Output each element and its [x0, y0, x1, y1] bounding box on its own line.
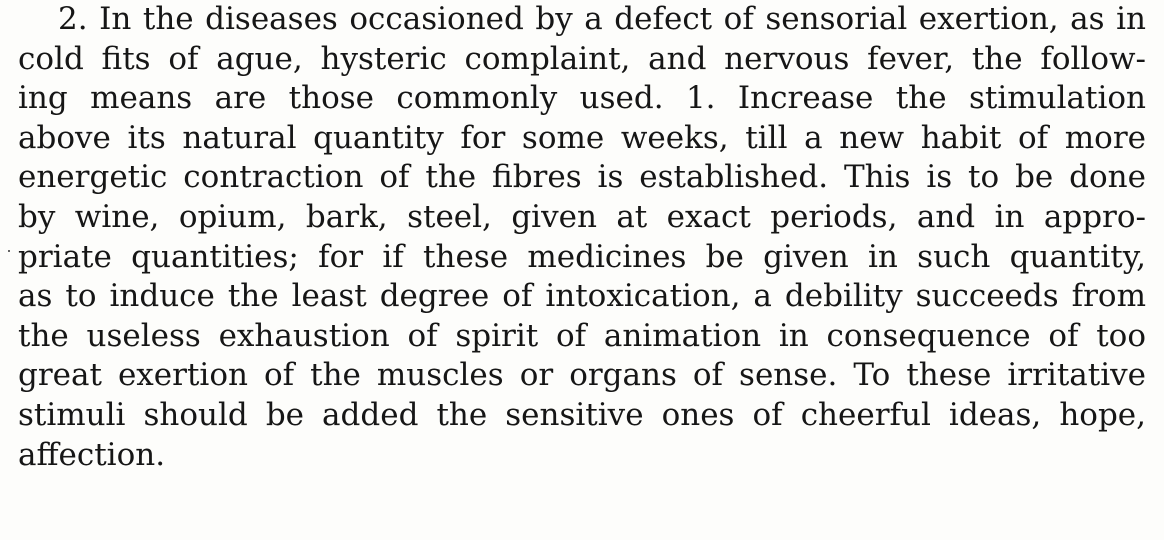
text-line-1: 2. In the diseases occasioned by a defect of sensorial exertion, as in: [58, 1, 1146, 37]
text-line-11: stimuli should be added the sensitive ones of cheerful ideas, hope,: [18, 396, 1146, 433]
text-line-9: the useless exhaustion of spirit of animation in consequence of too: [18, 317, 1146, 354]
text-line-7: priate quantities; for if these medicines be given in such quantity,: [18, 238, 1146, 275]
text-line-10: great exertion of the muscles or organs of sense. To these irritative: [18, 357, 1146, 394]
text-line-4: above its natural quantity for some weeks, till a new habit of more: [18, 119, 1146, 156]
text-line-5: energetic contraction of the fibres is established. This is to be done: [18, 159, 1146, 196]
paragraph-text: [18, 0, 1146, 475]
scan-speck: [8, 250, 10, 252]
text-line-3: ing means are those commonly used. 1. Increase the stimulation: [18, 80, 1146, 117]
text-line-12: affection.: [18, 436, 166, 473]
text-line-6: by wine, opium, bark, steel, given at exact periods, and in appro-: [18, 198, 1146, 235]
text-line-2: cold fits of ague, hysteric complaint, and nervous fever, the follow-: [18, 40, 1146, 77]
text-line-8: as to induce the least degree of intoxication, a debility succeeds from: [18, 278, 1146, 315]
